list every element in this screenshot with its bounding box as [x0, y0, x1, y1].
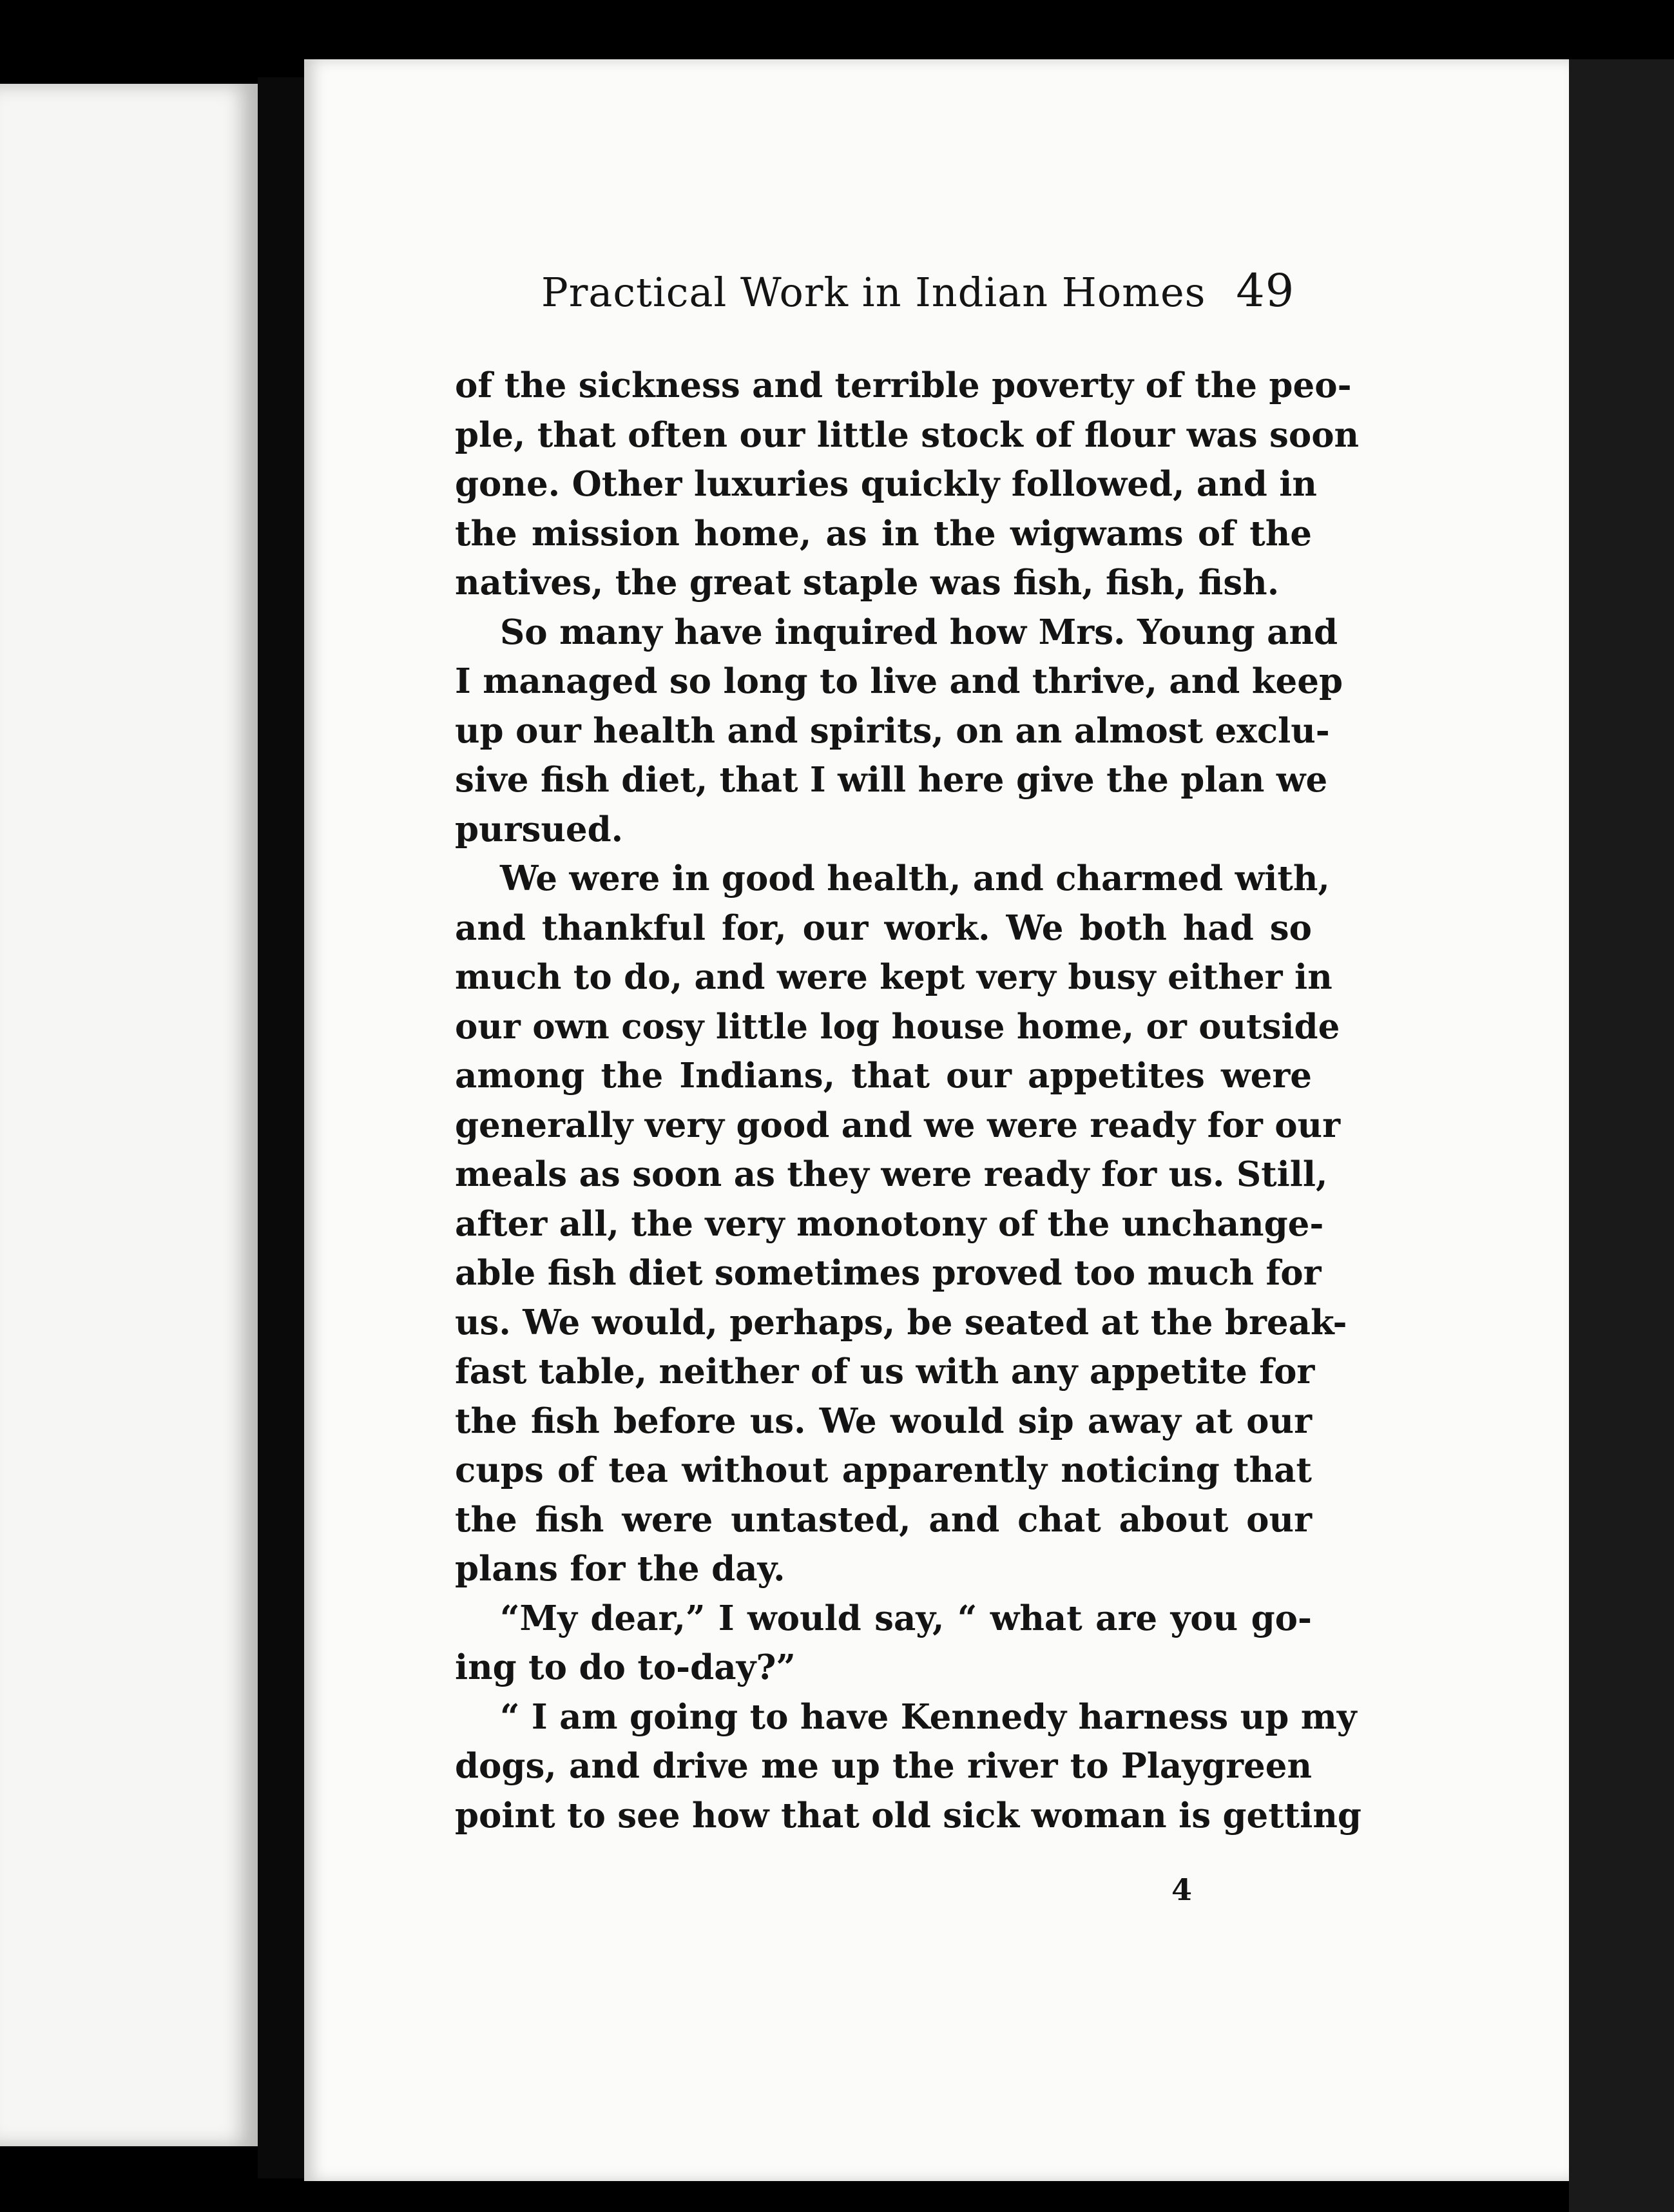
body-line: the fish were untasted, and chat about our: [455, 1499, 1312, 1540]
body-line: point to see how that old sick woman is getting: [455, 1795, 1361, 1836]
body-line: We were in good health, and charmed with,: [500, 859, 1330, 898]
page-edge-shadow: [1569, 59, 1674, 2212]
header-title: Practical Work in Indian Homes: [541, 269, 1206, 316]
page-number: 49: [1236, 264, 1295, 317]
body-line: after all, the very monotony of the unchange-: [455, 1203, 1324, 1244]
body-line: of the sickness and terrible poverty of the peo-: [455, 365, 1352, 405]
signature-mark: 4: [1171, 1872, 1193, 1907]
body-line: the fish before us. We would sip away at our: [455, 1401, 1312, 1441]
body-line: natives, the great staple was fish, fish, fish.: [455, 563, 1280, 603]
body-line: generally very good and we were ready for our: [455, 1105, 1341, 1145]
body-line: the mission home, as in the wigwams of the: [455, 513, 1312, 554]
body-line: gone. Other luxuries quickly followed, and in: [455, 464, 1317, 504]
book-spine: [258, 77, 304, 2178]
body-line: and thankful for, our work. We both had so: [455, 907, 1312, 948]
body-line: us. We would, perhaps, be seated at the break-: [455, 1302, 1347, 1343]
body-line: ple, that often our little stock of flour was soon: [455, 414, 1360, 455]
body-line: “My dear,” I would say, “ what are you go-: [500, 1598, 1312, 1638]
body-line: pursued.: [455, 809, 624, 849]
left-page: [0, 84, 258, 2146]
body-line: dogs, and drive me up the river to Playgreen: [455, 1746, 1312, 1786]
body-line: our own cosy little log house home, or outside: [455, 1006, 1340, 1047]
body-line: I managed so long to live and thrive, and keep: [455, 661, 1343, 701]
body-line: able fish diet sometimes proved too much for: [455, 1253, 1322, 1293]
body-line: cups of tea without apparently noticing that: [455, 1450, 1312, 1490]
body-line: plans for the day.: [455, 1549, 785, 1589]
body-line: sive fish diet, that I will here give the plan we: [455, 760, 1328, 800]
running-header: [541, 264, 1314, 317]
body-line: meals as soon as they were ready for us. Still,: [455, 1154, 1328, 1194]
body-line: up our health and spirits, on an almost exclu-: [455, 710, 1330, 751]
body-line: “ I am going to have Kennedy harness up my: [500, 1696, 1357, 1737]
body-line: much to do, and were kept very busy either in: [455, 957, 1332, 997]
body-line: fast table, neither of us with any appetite for: [455, 1352, 1315, 1392]
body-line: among the Indians, that our appetites were: [455, 1056, 1312, 1096]
body-line: ing to do to-day?”: [455, 1647, 796, 1687]
body-text: [455, 361, 1361, 1840]
body-line: So many have inquired how Mrs. Young and: [500, 612, 1338, 652]
